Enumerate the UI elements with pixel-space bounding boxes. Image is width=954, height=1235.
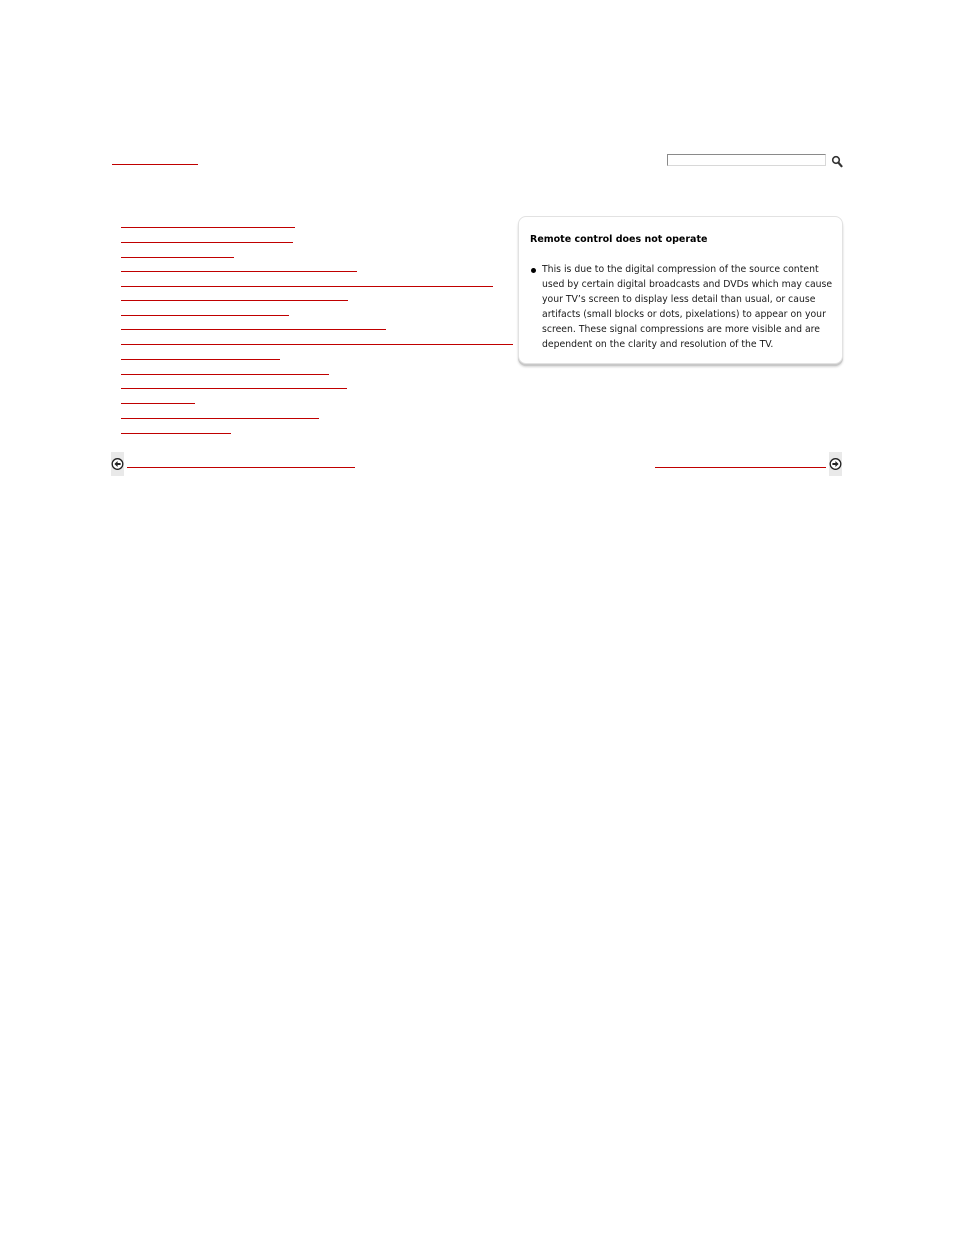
topic-link-5[interactable] — [121, 286, 493, 287]
previous-page-button[interactable] — [111, 452, 124, 476]
topic-link-12[interactable] — [121, 388, 347, 389]
panel-title: Remote control does not operate — [530, 234, 708, 245]
topic-link-14[interactable] — [121, 418, 319, 419]
topic-link-8[interactable] — [121, 329, 386, 330]
topic-link-1[interactable] — [121, 227, 295, 228]
topic-link-9[interactable] — [121, 344, 513, 345]
next-page-link[interactable] — [655, 467, 826, 468]
topic-link-7[interactable] — [121, 315, 289, 316]
search-input[interactable] — [667, 154, 826, 166]
arrow-right-circle-icon — [829, 452, 842, 476]
topic-link-2[interactable] — [121, 242, 293, 243]
topic-link-10[interactable] — [121, 359, 280, 360]
search-button[interactable] — [831, 153, 843, 166]
topic-link-11[interactable] — [121, 374, 329, 375]
topic-link-6[interactable] — [121, 300, 348, 301]
previous-page-link[interactable] — [127, 467, 355, 468]
next-page-button[interactable] — [829, 452, 842, 476]
topic-link-13[interactable] — [121, 403, 195, 404]
panel-description: This is due to the digital compression of the source content used by certain digital broadcasts and DVDs which may cause your TV’s screen to display less detail than usual, or cause artifacts (small blocks or dots, pixelations) to appear on your screen. These signal compressions are more visible and are dependent on the clarity and resolution of the TV. — [542, 264, 833, 350]
arrow-left-circle-icon — [111, 452, 124, 476]
magnifier-icon — [831, 155, 843, 168]
topic-link-4[interactable] — [121, 271, 357, 272]
topic-link-15[interactable] — [121, 433, 231, 434]
topic-link-3[interactable] — [121, 257, 234, 258]
top-link[interactable] — [112, 164, 198, 165]
bullet-icon — [531, 268, 536, 273]
troubleshooting-panel — [518, 216, 843, 364]
